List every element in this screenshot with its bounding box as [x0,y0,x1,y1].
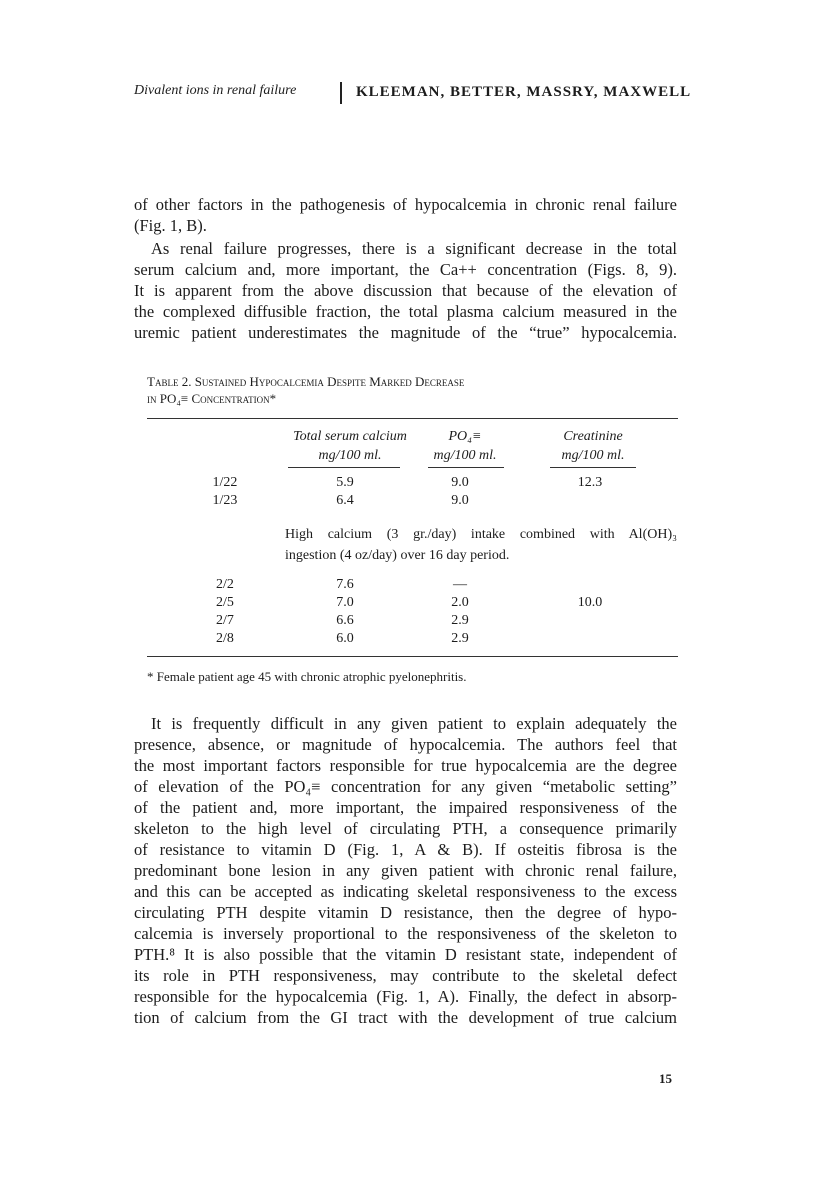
po4-cell: 2.9 [451,631,469,646]
text-line: of resistance to vitamin D (Fig. 1, A & B). If osteitis fibrosa is the [134,840,677,859]
column-header-po4 [424,427,506,465]
table-caption [147,373,647,407]
calcium-cell: 7.0 [336,595,354,610]
po4-cell: 9.0 [451,493,469,508]
header-underline [288,467,400,468]
date-cell: 2/2 [216,577,234,592]
header-underline [550,467,636,468]
table-bottom-rule [147,656,678,657]
date-cell: 1/23 [212,493,238,508]
text-line: (Fig. 1, B). [134,216,207,235]
column-header-unit: mg/100 ml. [318,448,382,463]
text-line: circulating PTH despite vitamin D resistance, then the degree of hypo- [134,903,677,922]
text-line: It is apparent from the above discussion that because of the elevation of [134,281,677,300]
column-header-creatinine [540,427,646,465]
calcium-cell: 6.0 [336,631,354,646]
text-line: ingestion (4 oz/day) over 16 day period. [285,548,510,563]
text-line: tion of calcium from the GI tract with the development of true calcium [134,1008,677,1027]
po4-cell: 2.0 [451,595,469,610]
header-underline [428,467,504,468]
text-line: As renal failure progresses, there is a significant decrease in the total [151,239,677,258]
text-line: the complexed diffusible fraction, the total plasma calcium measured in the [134,302,677,321]
text-line: calcemia is inversely proportional to the responsiveness of the skeleton to [134,924,677,943]
column-header-name: Creatinine [563,429,623,444]
column-header-name: Total serum calcium [293,429,407,444]
date-cell: 1/22 [212,475,238,490]
text-line: of other factors in the pathogenesis of hypocalcemia in chronic renal failure [134,195,677,214]
author-names: KLEEMAN, BETTER, MASSRY, MAXWELL [356,84,692,100]
text-line: of the patient and, more important, the impaired responsiveness of the [134,798,677,817]
column-header-unit: mg/100 ml. [433,448,497,463]
column-header-total-calcium [280,427,420,465]
text-line: responsible for the hypocalcemia (Fig. 1, A). Finally, the defect in absorp- [134,987,677,1006]
text-line: the most important factors responsible for true hypocalcemia are the degree [134,756,677,775]
po4-cell: — [453,577,467,592]
text-line: predominant bone lesion in any given patient with chronic renal failure, [134,861,677,880]
date-cell: 2/7 [216,613,234,628]
po4-cell: 9.0 [451,475,469,490]
page-number: 15 [659,1071,672,1086]
text-line: and this can be accepted as indicating skeletal responsiveness to the excess [134,882,677,901]
text-line: of elevation of the PO₄≡ concentration for any given “metabolic setting” [134,777,677,796]
table-caption-line: Table 2. Sustained Hypocalcemia Despite Marked Decrease [147,374,465,389]
date-cell: 2/8 [216,631,234,646]
po4-cell: 2.9 [451,613,469,628]
text-line: serum calcium and, more important, the Ca++ concentration (Figs. 8, 9). [134,260,677,279]
paragraph-1 [134,194,677,236]
text-line: High calcium (3 gr./day) intake combined with Al(OH)₃ [285,527,677,542]
calcium-cell: 6.4 [336,493,354,508]
treatment-note [285,525,677,567]
text-line: its role in PTH responsiveness, may contribute to the skeletal defect [134,966,677,985]
text-line: skeleton to the high level of circulating PTH, a consequence primarily [134,819,677,838]
calcium-cell: 7.6 [336,577,354,592]
text-line: PTH.⁸ It is also possible that the vitamin D resistant state, independent of [134,945,677,964]
creatinine-cell: 12.3 [577,475,603,490]
table-top-rule [147,418,678,419]
running-title: Divalent ions in renal failure [134,83,297,98]
text-line: uremic patient underestimates the magnitude of the “true” hypocalcemia. [134,323,677,342]
text-line: It is frequently difficult in any given patient to explain adequately the [151,714,677,733]
calcium-cell: 5.9 [336,475,354,490]
column-header-unit: mg/100 ml. [561,448,625,463]
calcium-cell: 6.6 [336,613,354,628]
date-cell: 2/5 [216,595,234,610]
text-line: presence, absence, or magnitude of hypocalcemia. The authors feel that [134,735,677,754]
table-footnote: * Female patient age 45 with chronic atrophic pyelonephritis. [147,669,467,684]
column-header-name: PO₄≡ [448,429,482,444]
header-divider [340,82,342,104]
paragraph-2 [134,238,677,343]
paragraph-3 [134,713,677,1028]
table-caption-line: in PO₄≡ Concentration* [147,391,277,406]
creatinine-cell: 10.0 [577,595,603,610]
